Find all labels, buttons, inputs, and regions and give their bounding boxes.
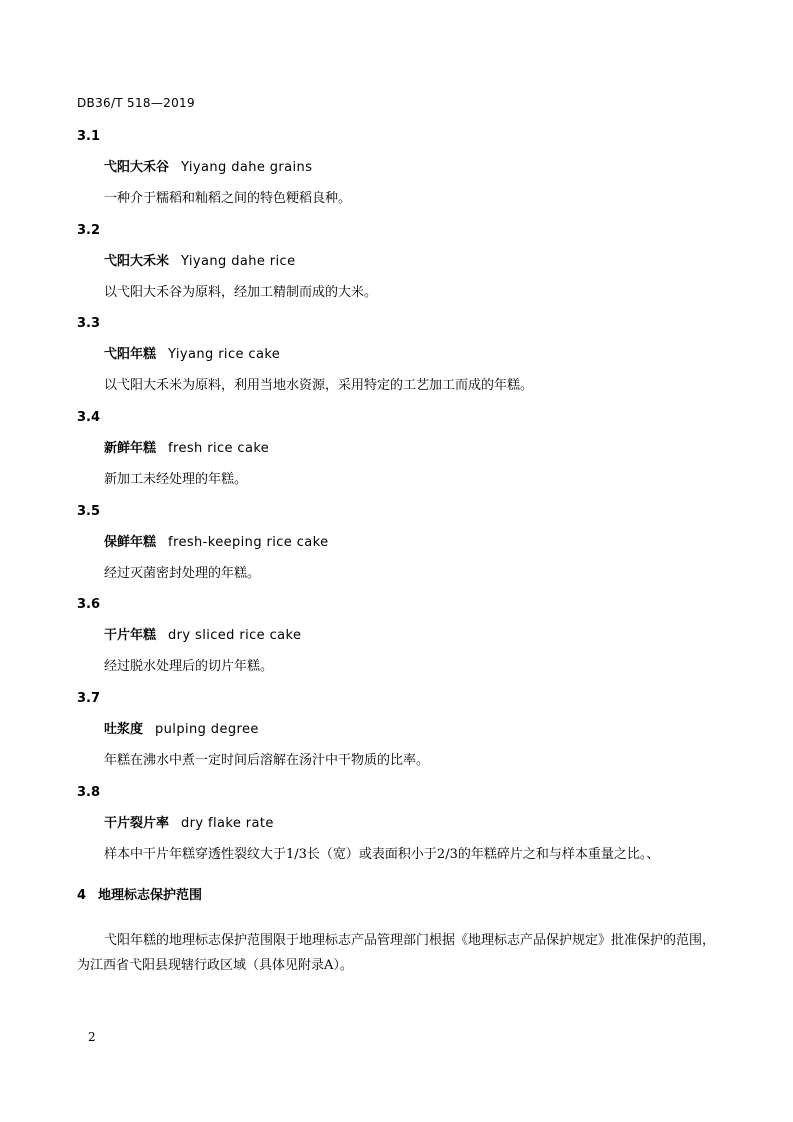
term-number: 3.2: [77, 223, 101, 238]
term-entry-3-1: [77, 127, 717, 209]
term-number: 3.5: [77, 504, 101, 519]
term-entry-3-5: [77, 502, 717, 584]
term-title-en: dry sliced rice cake: [168, 628, 302, 643]
term-definition: 经过脱水处理后的切片年糕。: [104, 659, 274, 674]
term-title-en: pulping degree: [155, 722, 259, 737]
term-number: 3.6: [77, 597, 101, 612]
term-entry-3-4: [77, 408, 717, 490]
term-entry-3-8: [77, 783, 717, 865]
term-definition: 一种介于糯稻和籼稻之间的特色粳稻良种。: [104, 191, 352, 206]
page-number: 2: [88, 1030, 96, 1044]
term-entry-3-3: [77, 314, 717, 396]
term-title-zh: 干片裂片率: [104, 816, 170, 831]
term-entry-3-2: [77, 221, 717, 303]
term-title-en: fresh-keeping rice cake: [168, 535, 329, 550]
term-title: [104, 814, 717, 834]
section-heading: [77, 886, 202, 906]
term-definition: 经过灭菌密封处理的年糕。: [104, 566, 261, 581]
term-title: [104, 533, 717, 553]
term-definition: 年糕在沸水中煮一定时间后溶解在汤汁中干物质的比率。: [104, 753, 430, 768]
term-title-zh: 吐浆度: [104, 722, 144, 737]
section-paragraph: 弋阳年糕的地理标志保护范围限于地理标志产品管理部门根据《地理标志产品保护规定》批准保护的范围，为江西省弋阳县现辖行政区域（具体见附录A）。: [77, 933, 716, 973]
term-title: [104, 720, 717, 740]
term-title: [104, 626, 717, 646]
term-title: [104, 158, 717, 178]
term-number: 3.7: [77, 691, 101, 706]
term-title-en: dry flake rate: [181, 816, 274, 831]
section-title: 地理标志保护范围: [98, 888, 203, 903]
term-entry-3-7: [77, 689, 717, 771]
term-definition: 以弋阳大禾米为原料，利用当地水资源，采用特定的工艺加工而成的年糕。: [104, 378, 534, 393]
term-title-zh: 干片年糕: [104, 628, 157, 643]
term-title-zh: 新鲜年糕: [104, 441, 157, 456]
term-number: 3.3: [77, 316, 101, 331]
term-title-en: Yiyang dahe rice: [181, 254, 296, 269]
term-entry-3-6: [77, 595, 717, 677]
term-title-en: Yiyang dahe grains: [181, 160, 313, 175]
term-title-en: fresh rice cake: [168, 441, 270, 456]
term-title-zh: 弋阳大禾谷: [104, 160, 170, 175]
term-number: 3.8: [77, 785, 101, 800]
term-title-zh: 弋阳年糕: [104, 347, 157, 362]
term-title: [104, 345, 717, 365]
term-title-en: Yiyang rice cake: [168, 347, 281, 362]
term-title: [104, 439, 717, 459]
term-definition: 新加工未经处理的年糕。: [104, 472, 248, 487]
standard-code-header: DB36/T 518—2019: [77, 96, 195, 110]
term-title-zh: 保鲜年糕: [104, 535, 157, 550]
term-definition: 以弋阳大禾谷为原料，经加工精制而成的大米。: [104, 285, 378, 300]
term-definition: 样本中干片年糕穿透性裂纹大于1/3长（宽）或表面积小于2/3的年糕碎片之和与样本重量之比。、: [104, 847, 660, 862]
term-number: 3.1: [77, 129, 101, 144]
term-number: 3.4: [77, 410, 101, 425]
term-title-zh: 弋阳大禾米: [104, 254, 170, 269]
section-number: 4: [77, 888, 87, 903]
term-title: [104, 252, 717, 272]
